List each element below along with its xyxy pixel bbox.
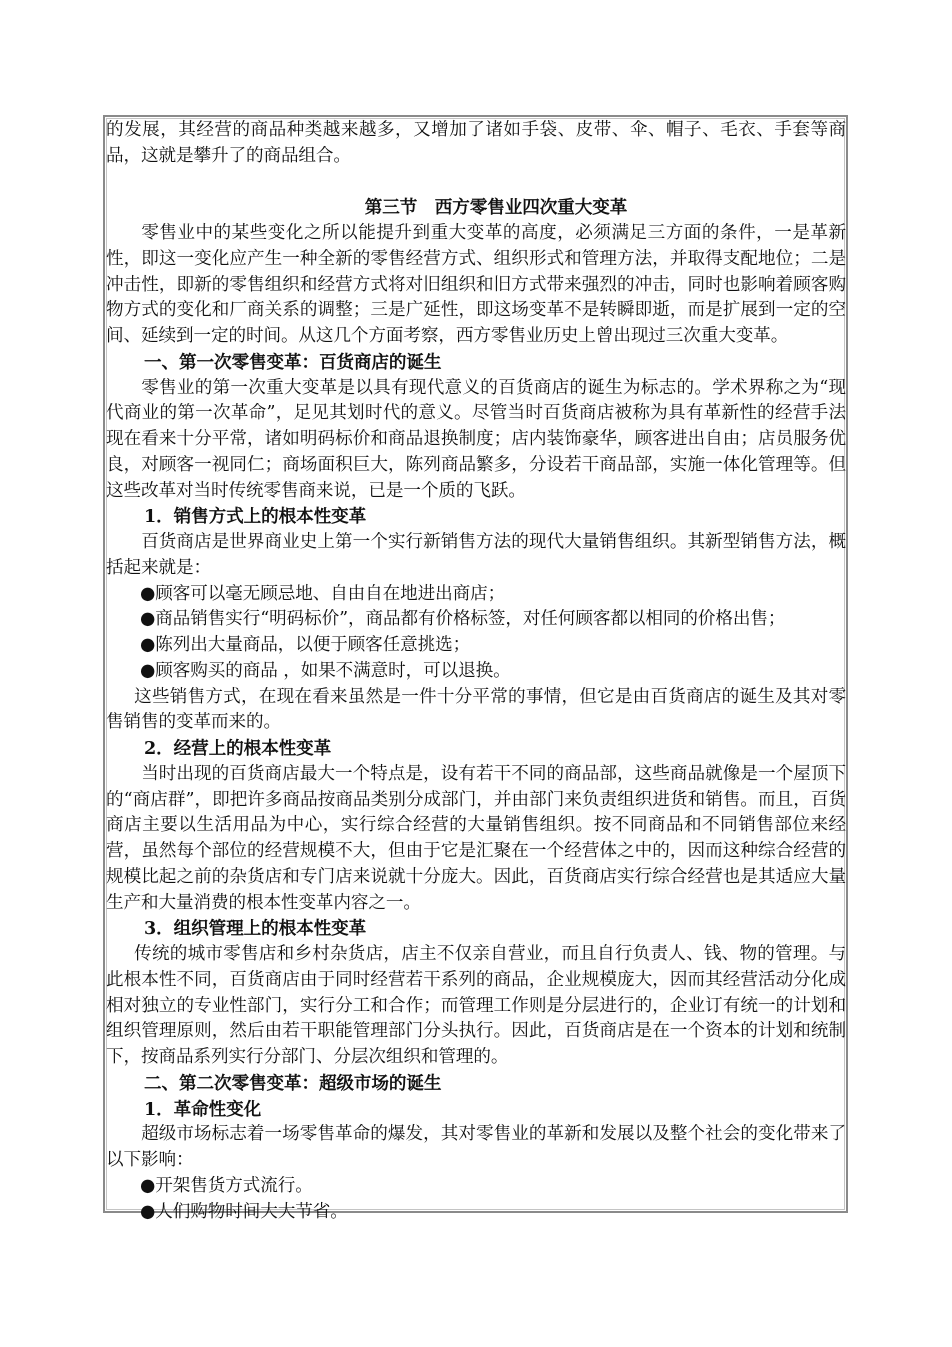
paragraph-intro: 的发展，其经营的商品种类越来越多，又增加了诸如手袋、皮带、伞、帽子、毛衣、手套等商品，这就是攀升了的商品组合。 xyxy=(106,120,846,166)
paragraph: 传统的城市零售店和乡村杂货店，店主不仅亲自营业，而且自行负责人、钱、物的管理。与此根本性不同，百货商店由于同时经营若干系列的商品，企业规模庞大，因而其经营活动分化成相对独立的专业性部门，实行分工和合作；而管理工作则是分层进行的，企业订有统一的计划和组织管理原则，然后由若干职能管理部门分头执行。因此，百货商店是在一个资本的计划和统制下，按商品系列实行分部门、分层次组织和管理的。 xyxy=(106,944,846,1067)
bullet-item: ●商品销售实行“明码标价”，商品都有价格标签，对任何顾客都以相同的价格出售； xyxy=(140,609,786,630)
subheading: 2．经营上的根本性变革 xyxy=(144,738,332,759)
paragraph: 百货商店是世界商业史上第一个实行新销售方法的现代大量销售组织。其新型销售方法，概括起来就是： xyxy=(106,532,846,578)
paragraph: 零售业的第一次重大变革是以具有现代意义的百货商店的诞生为标志的。学术界称之为“现代商业的第一次革命”，足见其划时代的意义。尽管当时百货商店被称为具有革新性的经营手法现在看来十分平常，诸如明码标价和商品退换制度；店内装饰豪华，顾客进出自由；店员服务优良，对顾客一视同仁；商场面积巨大，陈列商品繁多，分设若干商品部，实施一体化管理等。但这些改革对当时传统零售商来说，已是一个质的飞跃。 xyxy=(106,377,846,501)
paragraph: 当时出现的百货商店最大一个特点是，设有若干不同的商品部，这些商品就像是一个屋顶下的“商店群”，即把许多商品按商品类别分成部门，并由部门来负责组织进货和销售。而且，百货商店主要以生活用品为中心，实行综合经营的大量销售组织。按不同商品和不同销售部位来经营，虽然每个部位的经营规模不大，但由于它是汇聚在一个经营体之中的，因而这种综合经营的规模比起之前的杂货店和专门店来说就十分庞大。因此，百货商店实行综合经营也是其适应大量生产和大量消费的根本性变革内容之一。 xyxy=(106,763,846,913)
bullet-item: ●陈列出大量商品，以便于顾客任意挑选； xyxy=(140,635,471,655)
subheading: 1．革命性变化 xyxy=(144,1098,262,1120)
paragraph: 超级市场标志着一场零售革命的爆发，其对零售业的革新和发展以及整个社会的变化带来了以下影响： xyxy=(106,1124,846,1170)
subheading: 1．销售方式上的根本性变革 xyxy=(144,506,367,528)
heading: 二、第二次零售变革：超级市场的诞生 xyxy=(144,1072,442,1094)
paragraph: 零售业中的某些变化之所以能提升到重大变革的高度，必须满足三方面的条件，一是革新性，即这一变化应产生一种全新的零售经营方式、组织形式和管理方法，并取得支配地位；二是冲击性，即新的零售组织和经营方式将对旧组织和旧方式带来强烈的冲击，同时也影响着顾客购物方式的变化和厂商关系的调整；三是广延性，即这场变革不是转瞬即逝，而是扩展到一定的空间、延续到一定的时间。从这几个方面考察，西方零售业历史上曾出现过三次重大变革。 xyxy=(106,223,846,346)
bullet-item: ●开架售货方式流行。 xyxy=(140,1175,313,1196)
blank-line xyxy=(106,170,846,196)
bullet-item: ●顾客购买的商品 ，如果不满意时，可以退换。 xyxy=(140,660,511,681)
paragraph: 这些销售方式，在现在看来虽然是一件十分平常的事情，但它是由百货商店的诞生及其对零售销售的变革而来的。 xyxy=(106,686,846,733)
subheading: 3．组织管理上的根本性变革 xyxy=(144,918,367,940)
section-heading: 第三节 西方零售业四次重大变革 xyxy=(364,197,628,219)
bullet-item: ●人们购物时间大大节省。 xyxy=(140,1201,348,1222)
heading: 一、第一次零售变革：百货商店的诞生 xyxy=(144,351,442,373)
document-body xyxy=(106,118,846,1225)
bullet-item: ●顾客可以毫无顾忌地、自由自在地进出商店； xyxy=(140,583,506,604)
